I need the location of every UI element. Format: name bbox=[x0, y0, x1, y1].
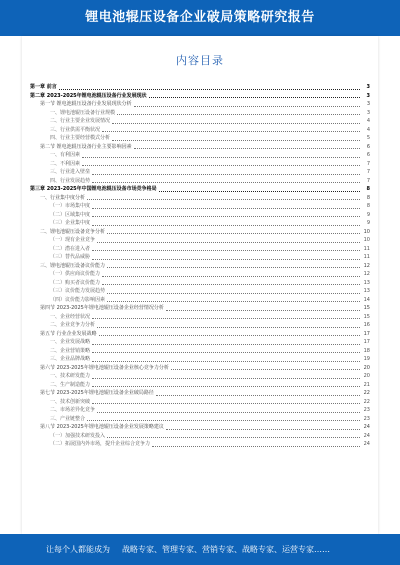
toc-entry-title: 二、企业营销策略 bbox=[50, 347, 91, 354]
toc-leader-dots bbox=[82, 157, 360, 158]
toc-leader-dots bbox=[134, 106, 360, 107]
toc-entry-page: 17 bbox=[363, 330, 370, 337]
toc-leader-dots bbox=[92, 259, 360, 260]
toc-entry-page: 13 bbox=[363, 288, 370, 294]
toc-entry-title: （一）现有企业竞争 bbox=[50, 237, 96, 243]
footer bbox=[0, 534, 400, 565]
toc-entry-title: 一、企业发展战略 bbox=[50, 339, 91, 345]
toc-leader-dots bbox=[87, 199, 360, 200]
toc-entry[interactable] bbox=[22, 168, 378, 177]
toc-leader-dots bbox=[134, 148, 360, 149]
toc-entry[interactable] bbox=[22, 100, 378, 109]
toc-leader-dots bbox=[166, 429, 360, 430]
toc-entry-page: 22 bbox=[363, 398, 370, 405]
toc-entry-title: （三）议价能力发展趋势 bbox=[50, 288, 106, 294]
toc-list bbox=[22, 83, 378, 449]
toc-entry-page: 18 bbox=[363, 347, 370, 354]
toc-entry-title: （一）供应商议价能力 bbox=[50, 271, 101, 277]
toc-entry-title: （一）市场集中度 bbox=[50, 203, 91, 209]
toc-entry-page: 4 bbox=[366, 126, 370, 133]
toc-entry[interactable] bbox=[22, 372, 378, 381]
report-title: 锂电池辊压设备企业破局策略研究报告 bbox=[85, 10, 315, 25]
toc-entry[interactable] bbox=[22, 262, 378, 271]
toc-page bbox=[22, 36, 378, 534]
toc-entry-page: 20 bbox=[363, 373, 370, 379]
toc-entry-title: （四）议价能力影响因素 bbox=[50, 296, 106, 303]
toc-entry-page: 14 bbox=[363, 296, 370, 303]
toc-entry-title: （三）替代品威胁 bbox=[50, 254, 91, 260]
toc-entry-page: 24 bbox=[363, 424, 370, 430]
toc-entry[interactable] bbox=[22, 194, 378, 203]
toc-entry-title: （一）加强技术研发投入 bbox=[50, 432, 106, 439]
toc-entry-page: 15 bbox=[363, 313, 370, 320]
toc-entry-title: 第七节 2023-2025年锂电池辊压设备企业破局路径 bbox=[40, 390, 154, 396]
toc-leader-dots bbox=[92, 208, 360, 209]
toc-entry-page: 23 bbox=[363, 415, 370, 422]
toc-entry-page: 10 bbox=[363, 228, 370, 235]
toc-leader-dots bbox=[102, 131, 360, 132]
toc-leader-dots bbox=[102, 276, 360, 277]
toc-entry-title: （二）拓展国内外市场，提升企业综合竞争力 bbox=[50, 441, 151, 447]
toc-entry-page: 3 bbox=[366, 109, 370, 116]
toc-entry-title: 一、有利因素 bbox=[50, 152, 81, 158]
toc-entry[interactable] bbox=[22, 330, 378, 339]
toc-entry-page: 24 bbox=[363, 432, 370, 439]
toc-entry-page: 8 bbox=[366, 194, 370, 201]
toc-leader-dots bbox=[112, 140, 360, 141]
toc-entry-title: 第三章 2023-2025年中国锂电池辊压设备市场竞争格局 bbox=[30, 186, 157, 192]
toc-entry-page: 16 bbox=[363, 322, 370, 328]
toc-entry-title: 二、不利因素 bbox=[50, 160, 81, 167]
toc-leader-dots bbox=[97, 412, 360, 413]
toc-entry[interactable] bbox=[22, 134, 378, 143]
toc-entry-page: 8 bbox=[366, 203, 370, 209]
toc-leader-dots bbox=[159, 191, 360, 192]
toc-entry[interactable] bbox=[22, 304, 378, 313]
toc-entry-page: 24 bbox=[363, 441, 370, 447]
toc-entry-title: 二、锂电池辊压设备竞争分析 bbox=[40, 228, 106, 235]
toc-entry[interactable] bbox=[22, 236, 378, 245]
toc-leader-dots bbox=[92, 352, 360, 353]
toc-entry-page: 12 bbox=[363, 262, 370, 269]
toc-entry-title: （二）潜在进入者 bbox=[50, 245, 91, 252]
toc-leader-dots bbox=[107, 293, 360, 294]
toc-entry[interactable] bbox=[22, 296, 378, 305]
toc-entry-page: 15 bbox=[363, 305, 370, 311]
toc-entry-page: 5 bbox=[366, 135, 370, 141]
toc-entry-title: 三、行业进入壁垒 bbox=[50, 169, 91, 175]
toc-leader-dots bbox=[92, 216, 360, 217]
toc-entry-page: 20 bbox=[363, 364, 370, 371]
toc-entry[interactable] bbox=[22, 432, 378, 441]
toc-entry[interactable] bbox=[22, 83, 378, 92]
toc-entry-page: 17 bbox=[363, 339, 370, 345]
toc-leader-dots bbox=[92, 318, 360, 319]
toc-entry-page: 9 bbox=[366, 220, 370, 226]
toc-entry-title: 一、技术创新突破 bbox=[50, 398, 91, 405]
toc-entry[interactable] bbox=[22, 219, 378, 228]
footer-roles: 战略专家、管理专家、营销专家、战略专家、运营专家…… bbox=[122, 545, 330, 554]
toc-leader-dots bbox=[112, 123, 360, 124]
toc-entry[interactable] bbox=[22, 151, 378, 160]
toc-entry-page: 10 bbox=[363, 237, 370, 243]
toc-leader-dots bbox=[149, 97, 360, 98]
toc-leader-dots bbox=[152, 446, 360, 447]
toc-entry[interactable] bbox=[22, 245, 378, 254]
toc-entry-page: 6 bbox=[366, 143, 370, 150]
toc-entry-title: 第二节 锂电池辊压设备行业主要影响因素 bbox=[40, 143, 132, 150]
toc-title: 内容目录 bbox=[176, 54, 224, 67]
toc-leader-dots bbox=[92, 378, 360, 379]
toc-leader-dots bbox=[92, 403, 360, 404]
toc-entry-page: 22 bbox=[363, 390, 370, 396]
toc-entry[interactable] bbox=[22, 228, 378, 237]
toc-entry[interactable] bbox=[22, 347, 378, 356]
toc-entry-page: 3 bbox=[366, 84, 370, 90]
toc-entry-page: 23 bbox=[363, 407, 370, 413]
toc-entry-title: 四、行业主要经营模式分析 bbox=[50, 135, 111, 141]
toc-entry-title: 二、行业主要企业发展情况 bbox=[50, 118, 111, 124]
toc-entry-title: 第二章 2023-2025年锂电池辊压设备行业发展现状 bbox=[30, 92, 147, 99]
toc-entry-page: 7 bbox=[366, 160, 370, 167]
toc-entry-title: 第一章 前言 bbox=[30, 84, 57, 90]
toc-entry-page: 3 bbox=[366, 92, 370, 99]
toc-entry[interactable] bbox=[22, 109, 378, 118]
toc-entry[interactable] bbox=[22, 202, 378, 211]
toc-entry-title: 一、锂电池辊压设备行业规模 bbox=[50, 109, 116, 116]
toc-leader-dots bbox=[107, 267, 360, 268]
toc-entry[interactable] bbox=[22, 117, 378, 126]
toc-leader-dots bbox=[87, 420, 360, 421]
toc-entry-title: 二、生产制造能力 bbox=[50, 381, 91, 388]
toc-entry-title: 三、企业品牌战略 bbox=[50, 356, 91, 362]
toc-leader-dots bbox=[117, 114, 360, 115]
toc-leader-dots bbox=[92, 225, 360, 226]
toc-entry[interactable] bbox=[22, 92, 378, 101]
toc-entry[interactable] bbox=[22, 321, 378, 330]
toc-entry[interactable] bbox=[22, 160, 378, 169]
toc-leader-dots bbox=[92, 386, 360, 387]
toc-entry[interactable] bbox=[22, 381, 378, 390]
toc-entry[interactable] bbox=[22, 313, 378, 322]
toc-entry[interactable] bbox=[22, 389, 378, 398]
toc-entry[interactable] bbox=[22, 126, 378, 135]
toc-entry-title: 一、企业经营状况 bbox=[50, 313, 91, 320]
toc-entry-page: 3 bbox=[366, 101, 370, 107]
toc-entry[interactable] bbox=[22, 415, 378, 424]
toc-entry-title: 三、锂电池辊压设备议价能力 bbox=[40, 262, 106, 269]
toc-entry[interactable] bbox=[22, 253, 378, 262]
footer-slogan: 让每个人都能成为 bbox=[46, 545, 110, 554]
toc-entry[interactable] bbox=[22, 211, 378, 220]
toc-entry-page: 11 bbox=[363, 254, 370, 260]
toc-leader-dots bbox=[92, 344, 360, 345]
toc-entry-page: 7 bbox=[366, 177, 370, 184]
toc-entry[interactable] bbox=[22, 440, 378, 449]
toc-entry[interactable] bbox=[22, 185, 378, 194]
toc-entry-page: 8 bbox=[366, 186, 370, 192]
toc-entry-title: 第一节 锂电池辊压设备行业发展现状分析 bbox=[40, 101, 132, 107]
toc-leader-dots bbox=[97, 242, 360, 243]
toc-entry-page: 12 bbox=[363, 271, 370, 277]
toc-entry-page: 4 bbox=[366, 118, 370, 124]
toc-entry-title: 一、行业集中度分析 bbox=[40, 194, 86, 201]
toc-entry-title: 二、企业竞争力分析 bbox=[50, 322, 96, 328]
toc-entry-page: 19 bbox=[363, 356, 370, 362]
toc-entry-page: 6 bbox=[366, 152, 370, 158]
toc-leader-dots bbox=[156, 395, 360, 396]
toc-entry[interactable] bbox=[22, 143, 378, 152]
toc-leader-dots bbox=[107, 301, 360, 302]
toc-entry-title: 第八节 2023-2025年锂电池辊压设备企业发展策略建议 bbox=[40, 424, 164, 430]
toc-leader-dots bbox=[59, 89, 360, 90]
toc-entry-title: （二）购买者议价能力 bbox=[50, 279, 101, 286]
toc-entry[interactable] bbox=[22, 177, 378, 186]
toc-leader-dots bbox=[92, 361, 360, 362]
toc-entry[interactable] bbox=[22, 364, 378, 373]
toc-entry[interactable] bbox=[22, 270, 378, 279]
toc-entry-title: 一、技术研发能力 bbox=[50, 373, 91, 379]
toc-entry-title: （三）企业集中度 bbox=[50, 220, 91, 226]
toc-leader-dots bbox=[92, 182, 360, 183]
toc-entry-page: 13 bbox=[363, 279, 370, 286]
toc-entry[interactable] bbox=[22, 279, 378, 288]
toc-entry-title: 四、行业发展趋势 bbox=[50, 177, 91, 184]
toc-entry-title: 三、行业供需平衡状况 bbox=[50, 126, 101, 133]
toc-entry[interactable] bbox=[22, 423, 378, 432]
toc-entry[interactable] bbox=[22, 406, 378, 415]
toc-entry-page: 9 bbox=[366, 211, 370, 218]
toc-leader-dots bbox=[107, 437, 360, 438]
toc-leader-dots bbox=[82, 165, 360, 166]
toc-leader-dots bbox=[107, 233, 360, 234]
toc-entry-title: 第六节 2023-2025年锂电池辊压设备企业核心竞争力分析 bbox=[40, 364, 169, 371]
toc-entry-title: 第五节 行业企业发展战略 bbox=[40, 330, 97, 337]
toc-entry-page: 7 bbox=[366, 169, 370, 175]
toc-entry[interactable] bbox=[22, 398, 378, 407]
toc-leader-dots bbox=[92, 174, 360, 175]
toc-entry[interactable] bbox=[22, 355, 378, 364]
toc-entry[interactable] bbox=[22, 338, 378, 347]
toc-entry-title: 二、市场差异化竞争 bbox=[50, 407, 96, 413]
toc-leader-dots bbox=[99, 335, 360, 336]
toc-leader-dots bbox=[171, 369, 360, 370]
toc-entry-title: 第四节 2023-2025年锂电池辊压设备企业经营情况分析 bbox=[40, 305, 164, 311]
toc-leader-dots bbox=[92, 250, 360, 251]
toc-entry[interactable] bbox=[22, 287, 378, 296]
toc-leader-dots bbox=[102, 284, 360, 285]
toc-leader-dots bbox=[166, 310, 360, 311]
toc-entry-title: （二）区域集中度 bbox=[50, 211, 91, 218]
toc-leader-dots bbox=[97, 327, 360, 328]
toc-entry-title: 三、产业链整合 bbox=[50, 415, 86, 422]
toc-entry-page: 21 bbox=[363, 381, 370, 388]
toc-entry-page: 11 bbox=[363, 245, 370, 252]
